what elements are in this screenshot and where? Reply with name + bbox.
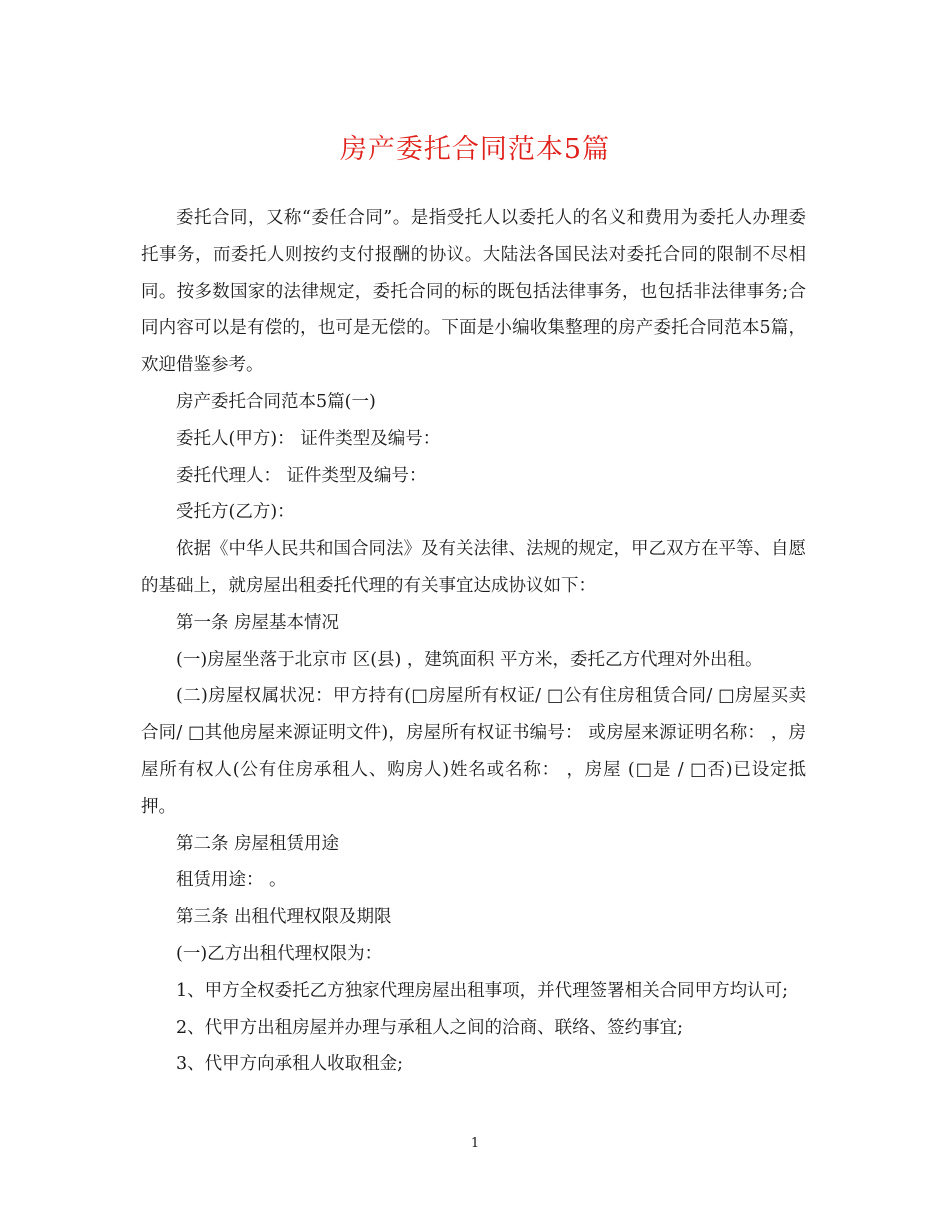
article-3-clause-1: (一)乙方出租代理权限为： [176, 943, 383, 964]
article-3-heading: 第三条 出租代理权限及期限 [176, 907, 392, 928]
article-2-heading: 第二条 房屋租赁用途 [176, 833, 340, 854]
intro-paragraph: 委托合同，又称“委任合同”。是指受托人以委托人的名义和费用为委托人办理委托事务，而委托人则按约支付报酬的协议。大陆法各国民法对委托合同的限制不尽相同。按多数国家的法律规定，委托合同的标的既包括法律事务，也包括非法律事务;合同内容可以是有偿的，也可是无偿的。下面是小编收集整理的房产委托合同范本5篇，欢迎借鉴参考。 [141, 208, 806, 376]
article-1-heading: 第一条 房屋基本情况 [176, 612, 340, 633]
principal-line: 委托人(甲方)： 证件类型及编号： [176, 428, 441, 449]
authority-item-1: 1、甲方全权委托乙方独家代理房屋出租事项，并代理签署相关合同甲方均认可; [176, 980, 789, 1001]
trustee-line: 受托方(乙方)： [176, 502, 295, 523]
legal-basis-paragraph: 依据《中华人民共和国合同法》及有关法律、法规的规定，甲乙双方在平等、自愿的基础上，就房屋出租委托代理的有关事宜达成协议如下： [141, 539, 806, 596]
authority-item-3: 3、代甲方向承租人收取租金; [176, 1054, 404, 1075]
page-number: 1 [470, 1136, 480, 1151]
article-1-clause-1: (一)房屋坐落于北京市 区(县) ，建筑面积 平方米，委托乙方代理对外出租。 [176, 649, 763, 670]
article-1-clause-2: (二)房屋权属状况：甲方持有(□房屋所有权证/ □公有住房租赁合同/ □房屋买卖合同/ □其他房屋来源证明文件)，房屋所有权证书编号： 或房屋来源证明名称： ，房屋所有权人(公有住房承租人、购房人)姓名或名称： ，房屋 (□是 / □否)已设定抵押。 [141, 686, 806, 817]
lease-purpose-line: 租赁用途： 。 [176, 870, 287, 891]
contract-heading: 房产委托合同范本5篇(一) [176, 391, 376, 412]
document-title: 房产委托合同范本5篇 [339, 134, 611, 165]
authority-item-2: 2、代甲方出租房屋并办理与承租人之间的洽商、联络、签约事宜; [176, 1017, 684, 1038]
agent-line: 委托代理人： 证件类型及编号： [176, 465, 427, 486]
document-body [141, 200, 806, 1083]
